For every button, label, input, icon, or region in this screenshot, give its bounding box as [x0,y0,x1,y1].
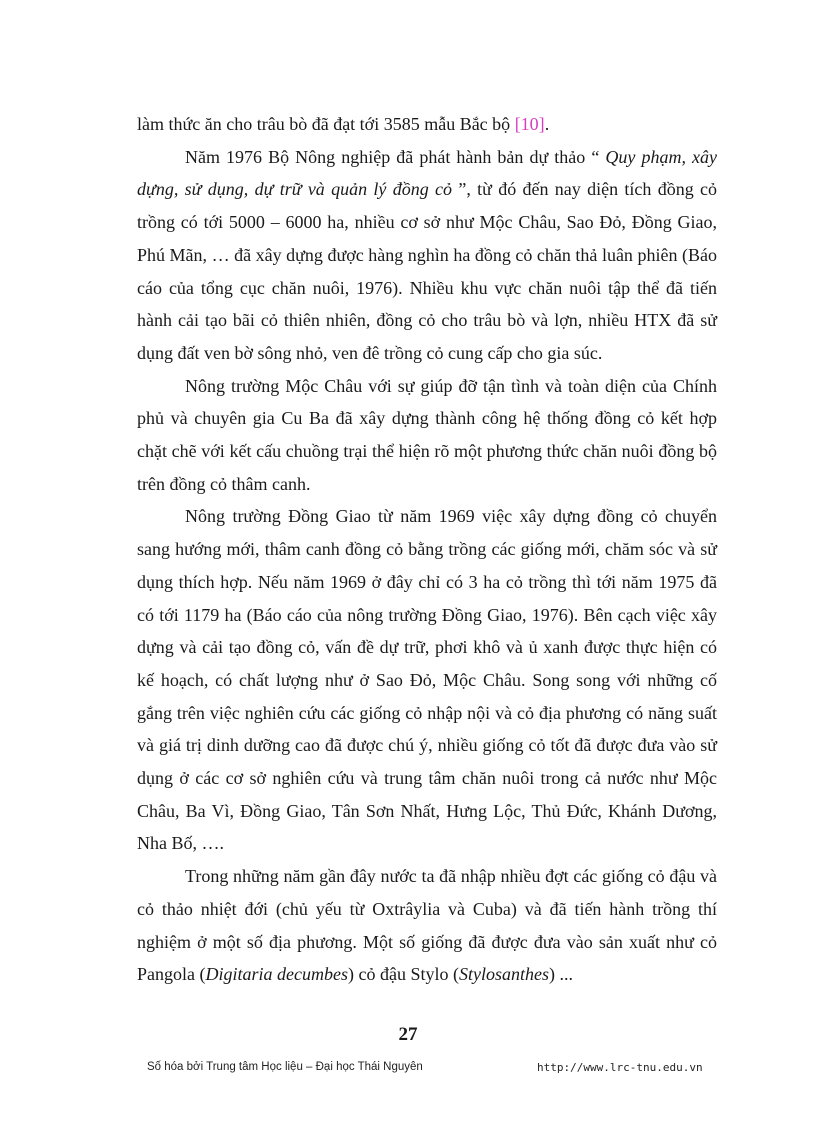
paragraph-4: Nông trường Đồng Giao từ năm 1969 việc xây dựng đồng cỏ chuyển sang hướng mới, thâm canh đồng cỏ bằng trồng các giống mới, chăm sóc và sử dụng thích hợp. Nếu năm 1969 ở đây chỉ có 3 ha cỏ trồng thì tới năm 1975 đã có tới 1179 ha (Báo cáo của nông trường Đồng Giao, 1976). Bên cạch việc xây dựng và cải tạo đồng cỏ, vấn đề dự trữ, phơi khô và ủ xanh được thực hiện có kế hoạch, có chất lượng như ở Sao Đỏ, Mộc Châu. Song song với những cố gắng trên việc nghiên cứu các giống cỏ nhập nội và cỏ địa phương có năng suất và giá trị dinh dưỡng cao đã được chú ý, nhiều giống cỏ tốt đã được đưa vào sử dụng ở các cơ sở nghiên cứu và trung tâm chăn nuôi trong cả nước như Mộc Châu, Ba Vì, Đồng Giao, Tân Sơn Nhất, Hưng Lộc, Thủ Đức, Khánh Dương, Nha Bố, …. [137,506,717,854]
paragraph-5-text-b: ) cỏ đậu Stylo ( [347,964,459,985]
page-number: 27 [398,1024,418,1045]
paragraph-2-text-b: ”, từ đó đến nay diện tích đồng cỏ trồng có tới 5000 – 6000 ha, nhiều cơ sở như Mộc Châu, Sao Đỏ, Đồng Giao, Phú Mãn, … đã xây dựng được hàng nghìn ha đồng cỏ chăn thả luân phiên (Báo cáo của tổng cục chăn nuôi, 1976). Nhiều khu vực chăn nuôi tập thể đã tiến hành cải tạo bãi cỏ thiên nhiên, đồng cỏ cho trâu bò và lợn, nhiều HTX đã sử dụng đất ven bờ sông nhỏ, ven đê trồng cỏ cung cấp cho gia súc. [137,179,718,363]
citation-link[interactable]: [10] [514,114,545,134]
footer-url[interactable]: http://www.lrc-tnu.edu.vn [537,1061,703,1074]
paragraph-5-text-c: ) ... [548,964,573,985]
genus-name-italic: Stylosanthes [458,964,549,985]
species-name-italic: Digitaria decumbes [205,964,348,985]
document-body [137,108,717,991]
footer-source: Số hóa bởi Trung tâm Học liệu – Đại học Thái Nguyên [147,1061,423,1073]
paragraph-2 [137,141,717,370]
paragraph-5-text-a: Trong những năm gần đây nước ta đã nhập nhiều đợt các giống cỏ đậu và cỏ thảo nhiệt đới (chủ yếu từ Oxtrâylia và Cuba) và đã tiến hành trồng thí nghiệm ở một số địa phương. Một số giống đã được đưa vào sản xuất như cỏ Pangola ( [137,866,717,985]
paragraph-3: Nông trường Mộc Châu với sự giúp đỡ tận tình và toàn diện của Chính phủ và chuyên gia Cu Ba đã xây dựng thành công hệ thống đồng cỏ kết hợp chặt chẽ với kết cấu chuồng trại thể hiện rõ một phương thức chăn nuôi đồng bộ trên đồng cỏ thâm canh. [137,375,717,494]
paragraph-2-text-a: Năm 1976 Bộ Nông nghiệp đã phát hành bản dự thảo “ [185,146,606,167]
paragraph-1-end: . [544,114,550,134]
paragraph-1 [137,108,717,141]
paragraph-5 [137,860,717,991]
document-title-italic: Quy phạm, xây dựng, sử dụng, dự trữ và quản lý đồng cỏ [137,146,717,200]
paragraph-1-text: làm thức ăn cho trâu bò đã đạt tới 3585 mẫu Bắc bộ [137,114,515,134]
